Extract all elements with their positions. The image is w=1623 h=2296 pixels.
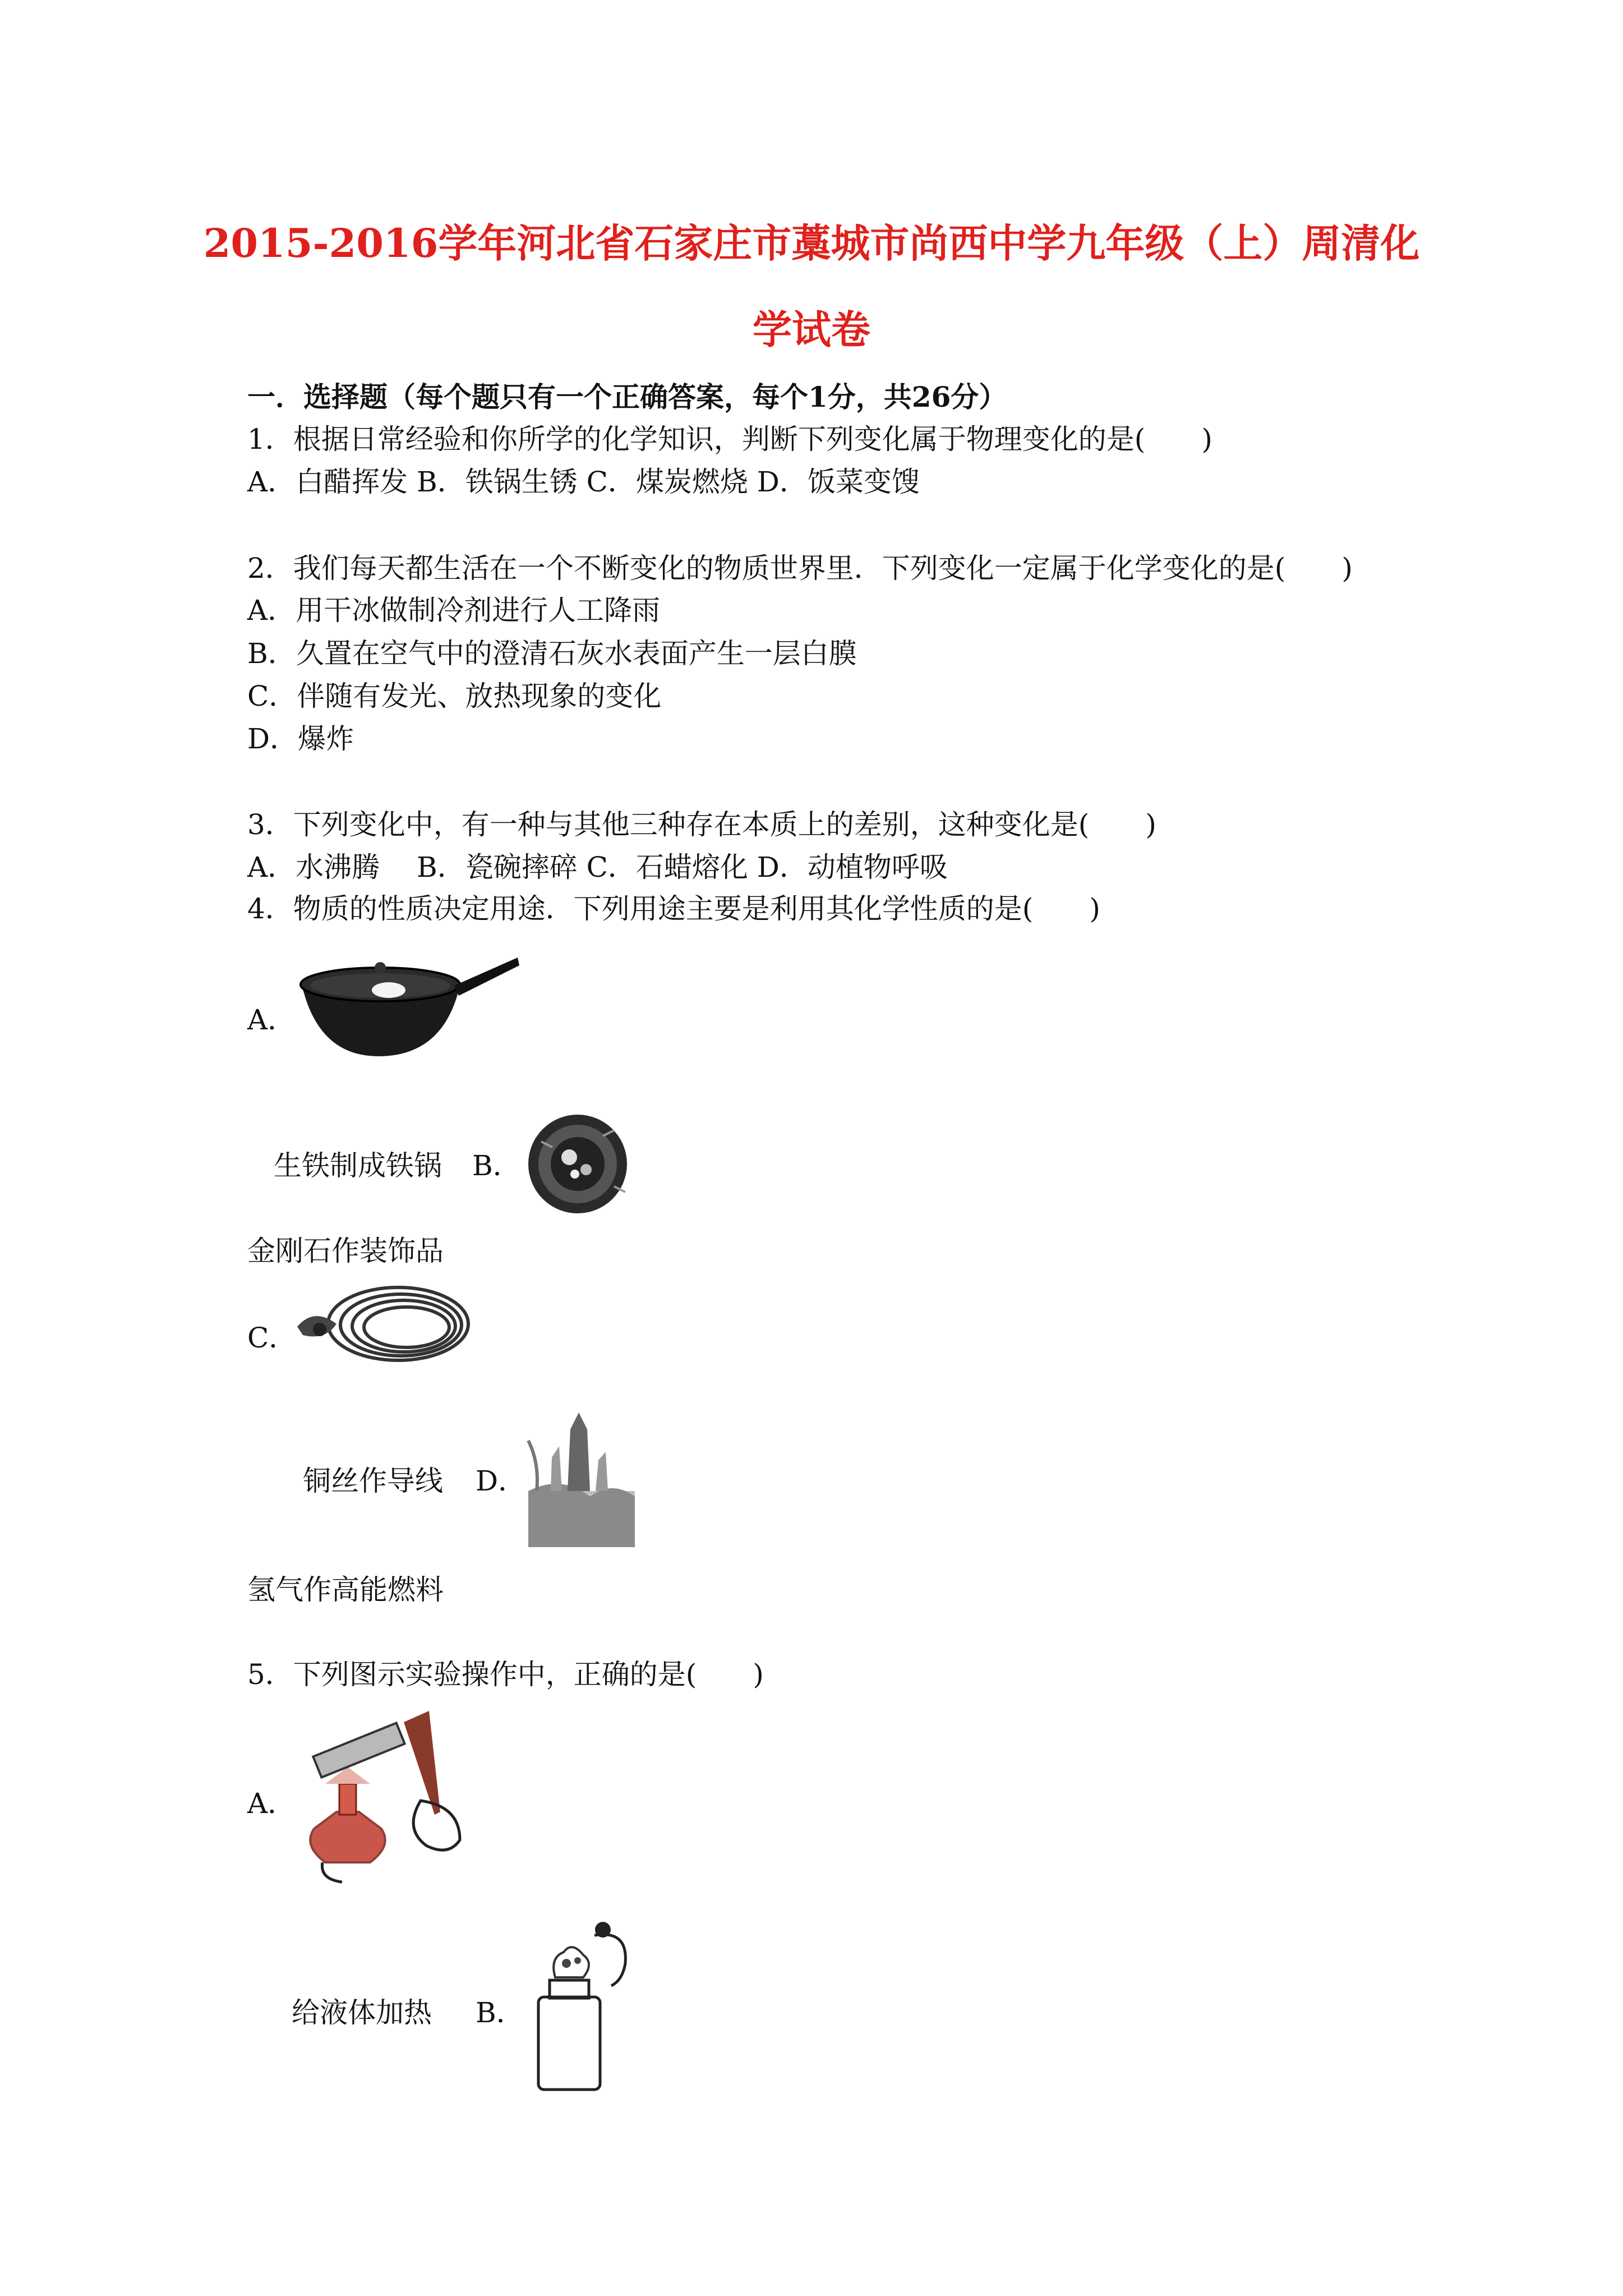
question-1-options: A．白醋挥发 B．铁锅生锈 C．煤炭燃烧 D．饭菜变馊 (247, 466, 920, 498)
section-heading: 一．选择题（每个题只有一个正确答案，每个1分，共26分） (247, 380, 1007, 413)
question-2-stem: 2．我们每天都生活在一个不断变化的物质世界里．下列变化一定属于化学变化的是( ) (247, 552, 1353, 585)
question-4-stem: 4．物质的性质决定用途．下列用途主要是利用其化学性质的是( ) (247, 892, 1100, 925)
diamond-ornament-image (519, 1108, 642, 1220)
question-2-option-d: D．爆炸 (247, 723, 354, 755)
heating-liquid-image (292, 1700, 471, 1890)
question-4-option-a-letter: A． (247, 1004, 296, 1036)
question-3-options: A．水沸腾 B．瓷碗摔碎 C．石蜡熔化 D．动植物呼吸 (247, 851, 948, 884)
question-4-option-b-letter: B． (472, 1149, 521, 1182)
copper-wire-image (292, 1273, 477, 1374)
question-5-stem: 5．下列图示实验操作中，正确的是( ) (247, 1658, 764, 1691)
hydrogen-fuel-image (517, 1407, 640, 1550)
document-title-line2: 学试卷 (753, 306, 870, 353)
question-3-stem: 3．下列变化中，有一种与其他三种存在本质上的差别，这种变化是( ) (247, 808, 1156, 841)
question-1-stem: 1．根据日常经验和你所学的化学知识，判断下列变化属于物理变化的是( ) (247, 423, 1212, 455)
question-2-option-c: C．伴随有发光、放热现象的变化 (247, 680, 662, 712)
question-4-option-c-letter: C． (247, 1322, 297, 1354)
question-5-option-b-letter: B． (476, 1996, 524, 2029)
iron-wok-image (296, 951, 520, 1063)
question-5-option-a-letter: A． (247, 1787, 296, 1820)
question-4-option-a-caption: 生铁制成铁锅 (274, 1149, 442, 1182)
question-2-option-b: B．久置在空气中的澄清石灰水表面产生一层白膜 (247, 637, 857, 670)
question-4-option-d-letter: D． (476, 1465, 527, 1497)
document-title-line1: 2015-2016学年河北省石家庄市藁城市尚西中学九年级（上）周清化 (203, 220, 1420, 266)
question-4-option-b-caption: 金刚石作装饰品 (247, 1235, 444, 1267)
question-5-option-a-caption: 给液体加热 (292, 1996, 432, 2029)
question-4-option-d-caption: 氢气作高能燃料 (247, 1573, 444, 1606)
question-4-option-c-caption: 铜丝作导线 (303, 1465, 443, 1497)
smelling-gas-image (533, 1913, 634, 2092)
question-2-option-a: A．用干冰做制冷剂进行人工降雨 (247, 594, 661, 627)
